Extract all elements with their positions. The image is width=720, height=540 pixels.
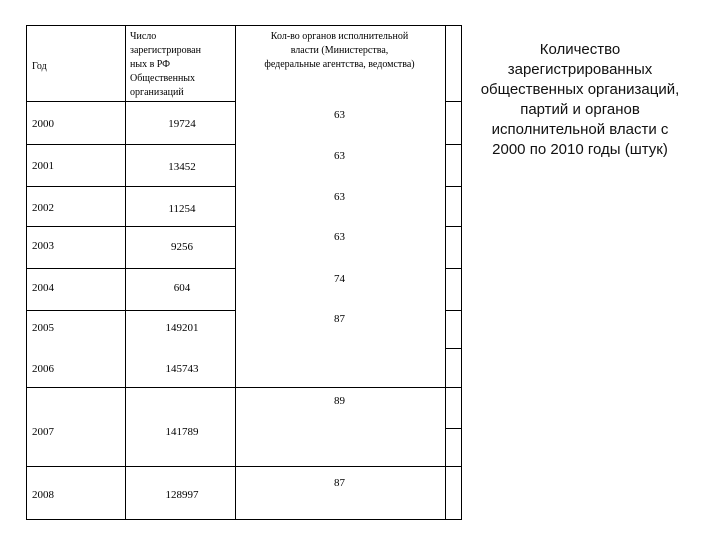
header-year: Год	[32, 61, 47, 72]
cell-count: 13452	[168, 161, 196, 173]
row-divider	[26, 144, 236, 145]
cell-count: 9256	[171, 241, 193, 253]
table-border-left	[26, 25, 27, 520]
cell-count: 145743	[165, 363, 199, 375]
cell-organs: 63	[334, 150, 345, 162]
header-line: Число	[130, 31, 157, 42]
cell-count: 604	[173, 282, 191, 294]
cell-year: 2008	[32, 489, 54, 501]
slide-title: Количество зарегистрированных общественных организаций, партий и органов исполнительной власти с 2000 по 2010 годы (штук)	[480, 41, 680, 158]
cell-count: 19724	[168, 118, 196, 130]
row-divider	[445, 268, 462, 269]
row-divider	[445, 348, 462, 349]
row-divider	[445, 144, 462, 145]
cell-organs: 87	[334, 477, 345, 489]
cell-count: 141789	[165, 426, 199, 438]
column-divider-1	[125, 25, 126, 520]
cell-year: 2003	[32, 240, 54, 252]
cell-year: 2007	[32, 426, 54, 438]
header-line: зарегистрирован	[130, 45, 201, 56]
cell-year: 2005	[32, 322, 54, 334]
cell-count: 11254	[168, 203, 196, 215]
header-line: Общественных	[130, 73, 196, 84]
cell-organs: 63	[334, 191, 345, 203]
cell-organs: 74	[334, 273, 345, 285]
table-border-bottom	[26, 519, 462, 520]
header-organization-count	[130, 30, 234, 100]
cell-year: 2006	[32, 363, 54, 375]
row-divider	[26, 466, 462, 467]
row-divider	[26, 186, 236, 187]
cell-organs: 89	[334, 395, 345, 407]
row-divider	[445, 186, 462, 187]
header-line: ных в РФ	[130, 59, 171, 70]
table-border-top	[26, 25, 462, 26]
row-divider	[445, 428, 462, 429]
cell-count: 128997	[165, 489, 199, 501]
header-line: власти (Министерства,	[290, 45, 389, 56]
table-border-right	[461, 25, 462, 520]
cell-year: 2004	[32, 282, 54, 294]
cell-organs: 63	[334, 231, 345, 243]
row-divider	[445, 310, 462, 311]
header-line: федеральные агентства, ведомства)	[264, 59, 415, 70]
column-divider-2	[235, 25, 236, 520]
row-divider	[26, 387, 462, 388]
row-divider	[445, 226, 462, 227]
cell-year: 2002	[32, 202, 54, 214]
row-divider	[26, 226, 236, 227]
cell-count: 149201	[165, 322, 199, 334]
row-divider	[26, 268, 236, 269]
cell-year: 2000	[32, 118, 54, 130]
cell-organs: 87	[334, 313, 345, 325]
header-executive-bodies	[237, 30, 442, 72]
header-line: Кол-во органов исполнительной	[270, 31, 409, 42]
row-divider	[445, 101, 462, 102]
row-divider	[26, 310, 236, 311]
row-divider	[26, 101, 236, 102]
cell-organs: 63	[334, 109, 345, 121]
header-line: организаций	[130, 87, 184, 98]
column-divider-3	[445, 25, 446, 520]
cell-year: 2001	[32, 160, 54, 172]
